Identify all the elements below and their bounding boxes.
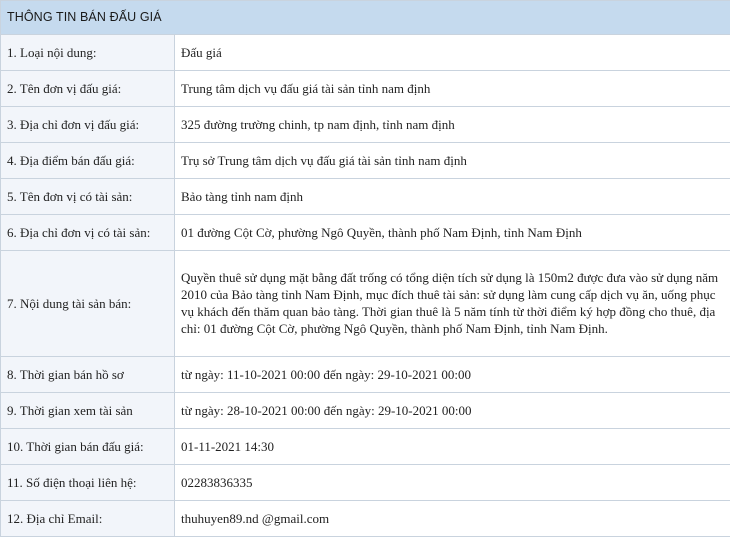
- row-owner-address: [1, 214, 730, 250]
- row-label: 9. Thời gian xem tài sản: [1, 392, 175, 428]
- table-title: THÔNG TIN BÁN ĐẤU GIÁ: [1, 1, 730, 35]
- row-value: Đấu giá: [175, 34, 730, 70]
- row-value: 02283836335: [175, 464, 730, 500]
- row-label: 4. Địa điểm bán đấu giá:: [1, 142, 175, 178]
- row-value: Quyền thuê sử dụng mặt bằng đất trống có tổng diện tích sử dụng là 150m2 được đưa vào sử dụng năm 2010 của Bảo tàng tỉnh Nam Định, mục đích thuê tài sản: sử dụng làm cung cấp dịch vụ ăn, uống phục vụ khách đến thăm quan bảo tàng. Thời gian thuê là 5 năm tính từ thời điểm ký hợp đồng cho thuê, địa chỉ: 01 đường Cột Cờ, phường Ngô Quyền, thành phố Nam Định, tỉnh Nam Định.: [175, 250, 730, 356]
- row-label: 6. Địa chỉ đơn vị có tài sản:: [1, 214, 175, 250]
- row-label: 7. Nội dung tài sản bán:: [1, 250, 175, 356]
- table-header-row: [1, 1, 730, 35]
- row-label: 8. Thời gian bán hồ sơ: [1, 356, 175, 392]
- row-value: Bảo tàng tỉnh nam định: [175, 178, 730, 214]
- row-label: 10. Thời gian bán đấu giá:: [1, 428, 175, 464]
- row-document-sale-time: [1, 356, 730, 392]
- row-phone: [1, 464, 730, 500]
- row-label: 5. Tên đơn vị có tài sản:: [1, 178, 175, 214]
- row-email: [1, 500, 730, 536]
- row-auction-unit-address: [1, 106, 730, 142]
- row-auction-location: [1, 142, 730, 178]
- row-asset-description: [1, 250, 730, 356]
- row-label: 3. Địa chỉ đơn vị đấu giá:: [1, 106, 175, 142]
- row-value: từ ngày: 28-10-2021 00:00 đến ngày: 29-10-2021 00:00: [175, 392, 730, 428]
- row-label: 2. Tên đơn vị đấu giá:: [1, 70, 175, 106]
- row-owner-name: [1, 178, 730, 214]
- row-value: từ ngày: 11-10-2021 00:00 đến ngày: 29-10-2021 00:00: [175, 356, 730, 392]
- row-label: 1. Loại nội dung:: [1, 34, 175, 70]
- row-auction-unit-name: [1, 70, 730, 106]
- row-value: Trụ sở Trung tâm dịch vụ đấu giá tài sản tỉnh nam định: [175, 142, 730, 178]
- row-label: 11. Số điện thoại liên hệ:: [1, 464, 175, 500]
- row-value: thuhuyen89.nd @gmail.com: [175, 500, 730, 536]
- row-value: Trung tâm dịch vụ đấu giá tài sản tỉnh nam định: [175, 70, 730, 106]
- row-label: 12. Địa chỉ Email:: [1, 500, 175, 536]
- row-viewing-time: [1, 392, 730, 428]
- row-value: 01-11-2021 14:30: [175, 428, 730, 464]
- row-auction-time: [1, 428, 730, 464]
- row-value: 01 đường Cột Cờ, phường Ngô Quyền, thành phố Nam Định, tỉnh Nam Định: [175, 214, 730, 250]
- row-value: 325 đường trường chinh, tp nam định, tỉnh nam định: [175, 106, 730, 142]
- row-content-type: [1, 34, 730, 70]
